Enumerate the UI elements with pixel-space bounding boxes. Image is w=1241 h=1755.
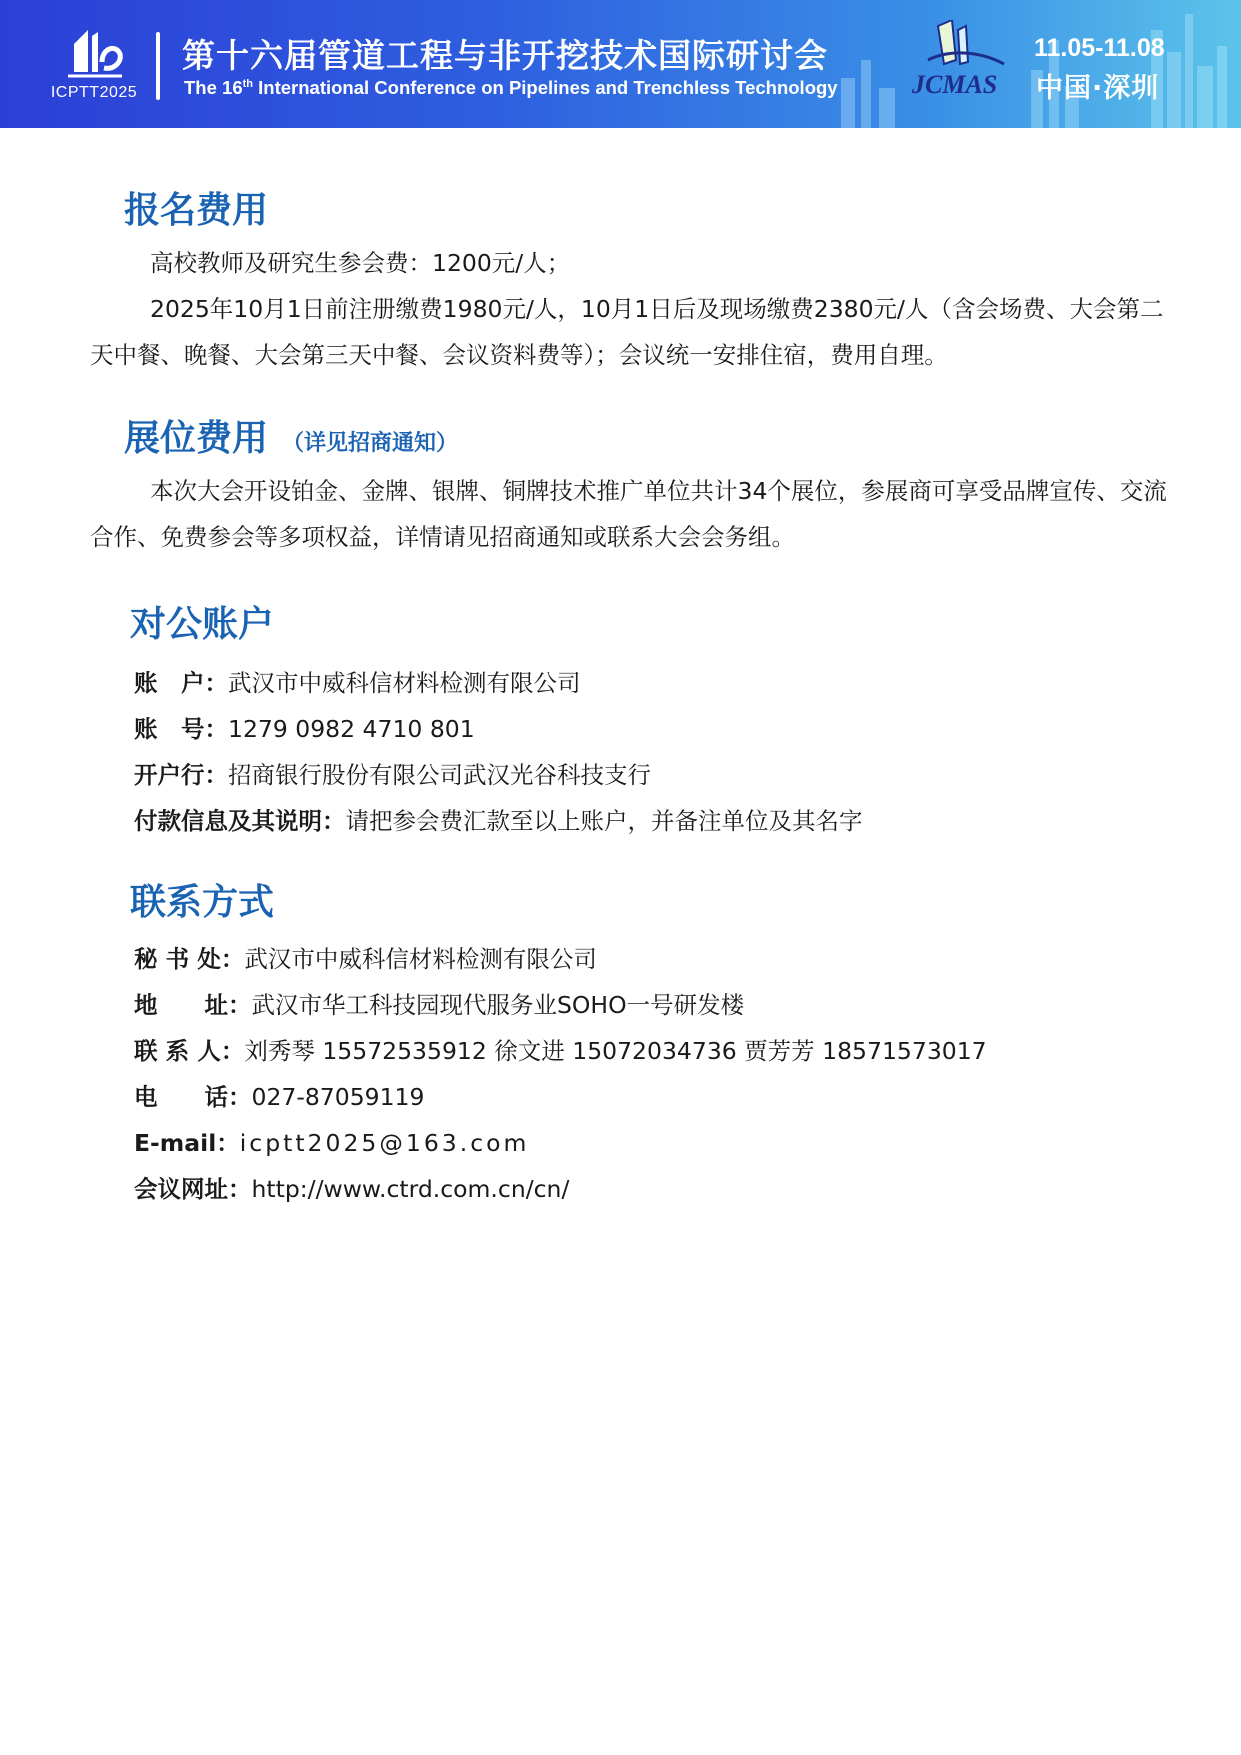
account-value: 请把参会费汇款至以上账户，并备注单位及其名字 bbox=[345, 807, 863, 835]
account-row bbox=[134, 756, 651, 790]
contact-row bbox=[134, 1078, 424, 1112]
conference-location: 中国·深圳 bbox=[1036, 73, 1160, 104]
account-value: 1279 0982 4710 801 bbox=[228, 715, 475, 743]
account-label: 账 号： bbox=[134, 715, 228, 743]
conference-logo bbox=[44, 22, 154, 106]
contact-label: 会议网址： bbox=[134, 1175, 252, 1203]
account-label: 付款信息及其说明： bbox=[134, 807, 346, 835]
conference-dates: 11.05-11.08 bbox=[1034, 34, 1165, 62]
conference-title-en: The 16th International Conference on Pipelines and Trenchless Technology bbox=[184, 77, 838, 98]
contact-heading: 联系方式 bbox=[130, 882, 275, 923]
contact-row bbox=[134, 986, 744, 1020]
account-heading: 对公账户 bbox=[130, 604, 275, 645]
account-row bbox=[134, 710, 475, 744]
conference-title-cn: 第十六届管道工程与非开挖技术国际研讨会 bbox=[182, 36, 828, 75]
contact-row bbox=[134, 1170, 569, 1204]
account-label: 开户行： bbox=[134, 761, 228, 789]
pipeline-logo-icon bbox=[64, 22, 124, 80]
booth-note: （详见招商通知） bbox=[282, 431, 459, 456]
contact-label: E-mail： bbox=[134, 1129, 240, 1157]
email-link[interactable]: icptt2025@163.com bbox=[239, 1129, 530, 1157]
contact-row bbox=[134, 1124, 529, 1158]
registration-heading: 报名费用 bbox=[124, 190, 269, 231]
website-link[interactable]: http://www.ctrd.com.cn/cn/ bbox=[251, 1175, 570, 1203]
city-skyline-graphic bbox=[821, 0, 1241, 128]
header-banner bbox=[0, 0, 1241, 128]
contact-value: 刘秀琴 15572535912 徐文进 15072034736 贾芳芳 18571573017 bbox=[244, 1037, 987, 1065]
account-row bbox=[134, 802, 863, 836]
partner-logo-text: JCMAS bbox=[912, 70, 998, 99]
contact-value: 武汉市华工科技园现代服务业SOHO一号研发楼 bbox=[251, 991, 745, 1019]
banner-divider bbox=[156, 32, 160, 100]
booth-heading: 展位费用 （详见招商通知） bbox=[124, 418, 459, 459]
logo-text: ICPTT2025 bbox=[50, 84, 138, 101]
contact-value: 武汉市中威科信材料检测有限公司 bbox=[244, 945, 597, 973]
contact-row bbox=[134, 940, 597, 974]
account-value: 招商银行股份有限公司武汉光谷科技支行 bbox=[228, 761, 651, 789]
registration-line-2: 2025年10月1日前注册缴费1980元/人，10月1日后及现场缴费2380元/人（含会场费、大会第二天中餐、晚餐、大会第三天中餐、会议资料费等）；会议统一安排住宿，费用自理。 bbox=[90, 295, 1164, 369]
account-label: 账 户： bbox=[134, 669, 228, 697]
contact-label: 联 系 人： bbox=[134, 1037, 245, 1065]
registration-line-1: 高校教师及研究生参会费：1200元/人； bbox=[150, 249, 571, 277]
contact-value: 027-87059119 bbox=[251, 1083, 425, 1111]
contact-label: 秘 书 处： bbox=[134, 945, 245, 973]
contact-label: 地 址： bbox=[134, 991, 252, 1019]
contact-row bbox=[134, 1032, 987, 1066]
contact-label: 电 话： bbox=[134, 1083, 252, 1111]
account-row bbox=[134, 664, 581, 698]
account-value: 武汉市中威科信材料检测有限公司 bbox=[228, 669, 581, 697]
booth-text: 本次大会开设铂金、金牌、银牌、铜牌技术推广单位共计34个展位，参展商可享受品牌宣传、交流合作、免费参会等多项权益，详情请见招商通知或联系大会会务组。 bbox=[90, 477, 1167, 551]
